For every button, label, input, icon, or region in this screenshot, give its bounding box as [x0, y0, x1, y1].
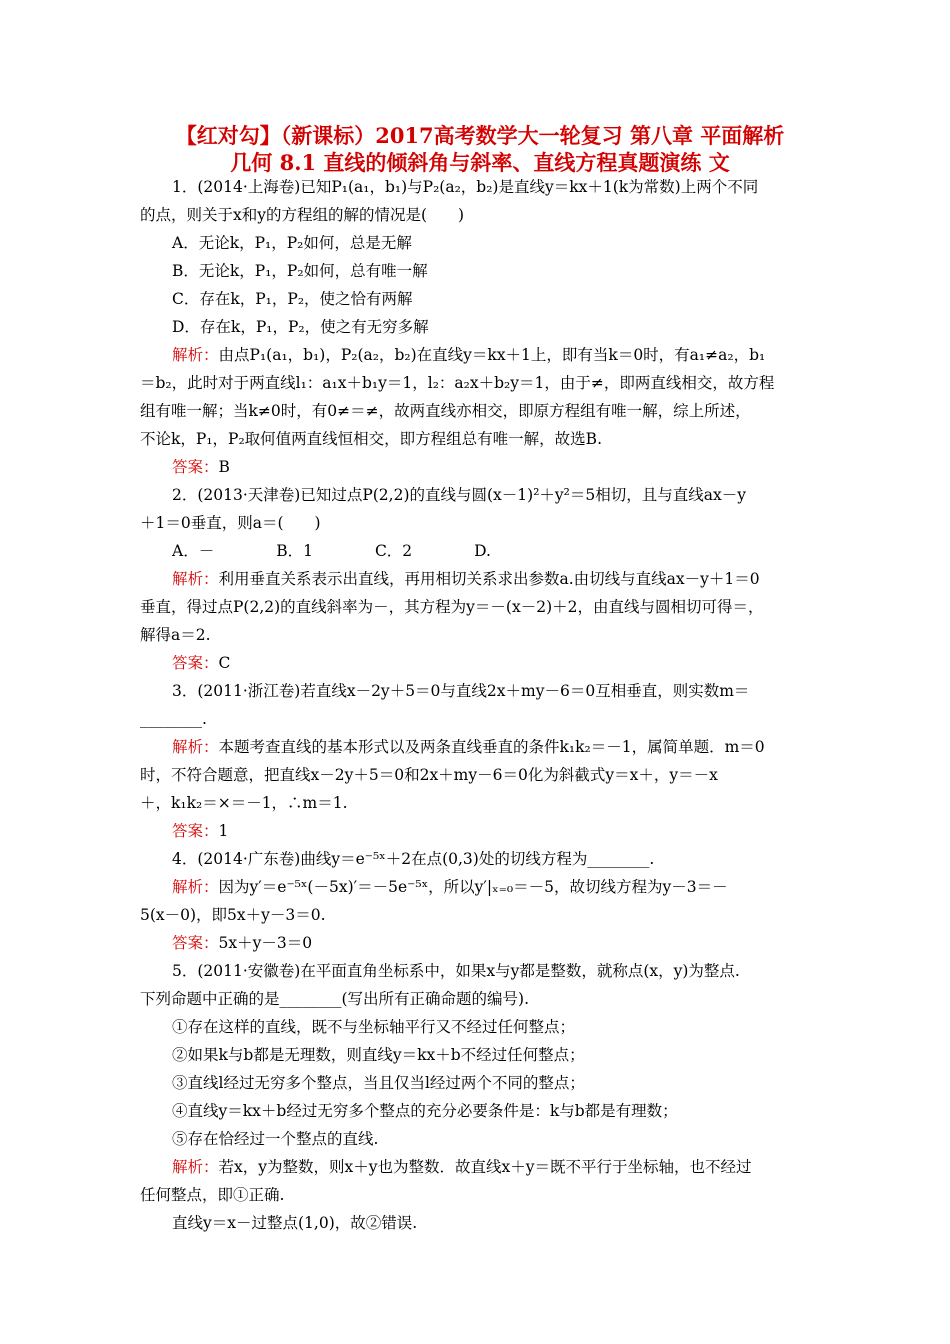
text-line: [140, 1184, 284, 1206]
text-segment: 下列命题中正确的是________(写出所有正确命题的编号).: [140, 990, 530, 1008]
text-segment: 5x＋y－3＝0: [218, 934, 313, 952]
section-label: 解析：: [172, 738, 219, 756]
text-line: [172, 316, 429, 338]
text-segment: ②如果k与b都是无理数，则直线y＝kx＋b不经过任何整点；: [172, 1046, 585, 1064]
text-line: [172, 1044, 585, 1066]
text-segment: B: [218, 458, 230, 476]
text-segment: C．存在k，P₁，P₂，使之恰有两解: [172, 290, 413, 308]
text-line: [172, 1100, 678, 1122]
text-line: [172, 652, 230, 674]
text-line: [140, 764, 718, 786]
text-segment: 不论k，P₁，P₂取何值两直线恒相交，即方程组总有唯一解，故选B.: [140, 430, 602, 448]
text-line: [140, 792, 348, 814]
text-line: [172, 540, 491, 562]
text-line: [172, 680, 749, 702]
text-line: [140, 988, 529, 1010]
text-line: [172, 456, 230, 478]
text-line: [140, 904, 326, 926]
text-line: [172, 484, 746, 506]
text-line: [172, 232, 412, 254]
text-segment: 2．(2013·天津卷)已知过点P(2,2)的直线与圆(x－1)²＋y²＝5相切，且与直线ax－y: [172, 486, 746, 504]
text-segment: 因为y′＝e⁻⁵ˣ(－5x)′＝－5e⁻⁵ˣ，所以y′|ₓ₌₀＝－5，故切线方程为y－3＝－: [218, 878, 728, 896]
text-line: [140, 624, 211, 646]
text-segment: 任何整点，即①正确.: [140, 1186, 285, 1204]
text-segment: 5．(2011·安徽卷)在平面直角坐标系中，如果x与y都是整数，就称点(x，y)为整点.: [172, 962, 740, 980]
text-segment: 1．(2014·上海卷)已知P₁(a₁，b₁)与P₂(a₂，b₂)是直线y＝kx＋1(k为常数)上两个不同: [172, 178, 759, 196]
section-label: 解析：: [172, 1158, 219, 1176]
text-segment: D．存在k，P₁，P₂，使之有无穷多解: [172, 318, 429, 336]
text-segment: 组有唯一解；当k≠0时，有0≠＝≠，故两直线亦相交，即原方程组有唯一解，综上所述，: [140, 402, 751, 420]
section-label: 答案：: [172, 822, 219, 840]
text-line: [140, 512, 321, 534]
text-segment: 3．(2011·浙江卷)若直线x－2y＋5＝0与直线2x＋my－6＝0互相垂直，则实数m＝: [172, 682, 750, 700]
text-segment: A．－ B．1 C．2 D.: [172, 542, 491, 560]
text-segment: ＋1＝0垂直，则a＝( ): [140, 514, 321, 532]
text-line: [172, 1072, 585, 1094]
text-segment: 1: [218, 822, 229, 840]
text-line: [140, 204, 464, 226]
section-label: 答案：: [172, 934, 219, 952]
section-label: 解析：: [172, 346, 219, 364]
text-line: [172, 1128, 378, 1150]
text-segment: 垂直，得过点P(2,2)的直线斜率为－，其方程为y＝－(x－2)＋2，由直线与圆相切可得＝，: [140, 598, 764, 616]
document-title-line-1: 【红对勾】（新课标）2017高考数学大一轮复习 第八章 平面解析: [175, 123, 785, 148]
text-line: [172, 848, 654, 870]
text-segment: ③直线l经过无穷多个整点，当且仅当l经过两个不同的整点；: [172, 1074, 585, 1092]
text-line: [172, 960, 740, 982]
section-label: 解析：: [172, 570, 219, 588]
text-line: [172, 736, 765, 758]
text-line: [140, 400, 751, 422]
text-segment: ④直线y＝kx＋b经过无穷多个整点的充分必要条件是：k与b都是有理数；: [172, 1102, 678, 1120]
section-label: 答案：: [172, 458, 219, 476]
text-segment: B．无论k，P₁，P₂如何，总有唯一解: [172, 262, 428, 280]
text-segment: 时，不符合题意，把直线x－2y＋5＝0和2x＋my－6＝0化为斜截式y＝x＋，y＝－x: [140, 766, 718, 784]
text-line: [140, 596, 764, 618]
text-line: [140, 428, 602, 450]
text-segment: ＋，k₁k₂＝×＝－1，∴m＝1.: [140, 794, 348, 812]
text-line: [172, 932, 312, 954]
text-line: [172, 876, 728, 898]
text-line: [172, 568, 760, 590]
document-title-line-2: 几何 8.1 直线的倾斜角与斜率、直线方程真题演练 文: [230, 150, 730, 175]
text-line: [172, 344, 765, 366]
text-segment: 解得a＝2.: [140, 626, 211, 644]
text-segment: A．无论k，P₁，P₂如何，总是无解: [172, 234, 412, 252]
text-segment: 的点，则关于x和y的方程组的解的情况是( ): [140, 206, 465, 224]
text-segment: C: [218, 654, 231, 672]
text-segment: 若x，y为整数，则x＋y也为整数．故直线x＋y＝既不平行于坐标轴，也不经过: [218, 1158, 752, 1176]
text-segment: ＝b₂，此时对于两直线l₁：a₁x＋b₁y＝1，l₂：a₂x＋b₂y＝1，由于≠，即两直线相交，故方程: [140, 374, 775, 392]
text-segment: ⑤存在恰经过一个整点的直线.: [172, 1130, 379, 1148]
text-segment: 直线y＝x－过整点(1,0)，故②错误.: [172, 1214, 418, 1232]
section-label: 解析：: [172, 878, 219, 896]
text-segment: 4．(2014·广东卷)曲线y＝e⁻⁵ˣ＋2在点(0,3)处的切线方程为________.: [172, 850, 655, 868]
text-line: [172, 1212, 417, 1234]
text-segment: 本题考查直线的基本形式以及两条直线垂直的条件k₁k₂＝－1，属简单题．m＝0: [218, 738, 765, 756]
text-line: [172, 260, 428, 282]
text-segment: 5(x－0)，即5x＋y－3＝0.: [140, 906, 326, 924]
text-line: [140, 708, 207, 730]
text-segment: 由点P₁(a₁，b₁)，P₂(a₂，b₂)在直线y＝kx＋1上，即有当k＝0时，有a₁≠a₂，b₁: [218, 346, 766, 364]
text-line: [172, 1016, 575, 1038]
text-line: [172, 820, 228, 842]
text-segment: ①存在这样的直线，既不与坐标轴平行又不经过任何整点；: [172, 1018, 576, 1036]
text-segment: ________.: [140, 710, 207, 728]
text-line: [172, 1156, 752, 1178]
text-line: [172, 176, 758, 198]
text-line: [140, 372, 774, 394]
section-label: 答案：: [172, 654, 219, 672]
text-line: [172, 288, 413, 310]
text-segment: 利用垂直关系表示出直线，再用相切关系求出参数a.由切线与直线ax－y＋1＝0: [218, 570, 760, 588]
